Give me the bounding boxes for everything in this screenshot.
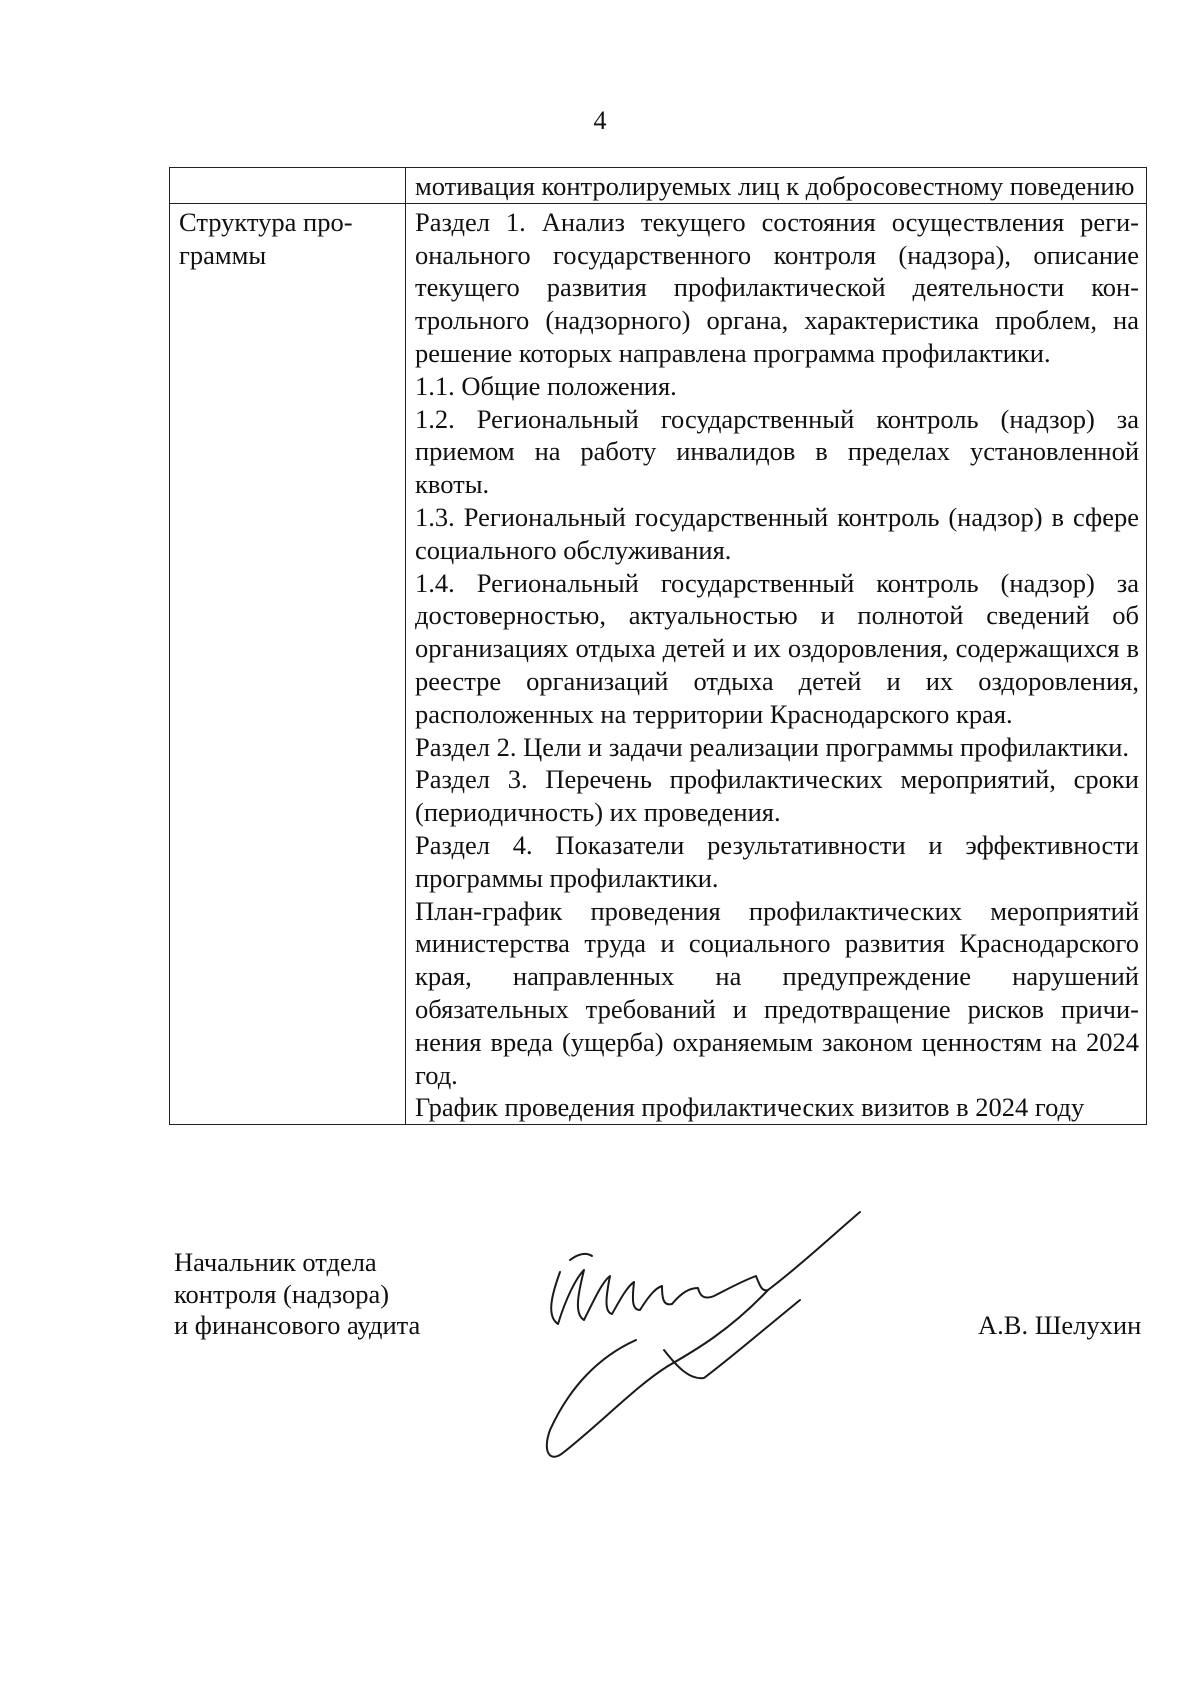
content-paragraph: 1.3. Региональный государственный контроль (надзор) в сфере социального обслуживания. [415,501,1139,565]
program-structure-table [169,167,1147,1125]
row-label: Структура программы [179,206,353,270]
content-paragraph: 1.1. Общие положения. [415,370,677,401]
signatory-position [174,1247,420,1342]
content-paragraph: Раздел 4. Показатели результативности и эффективности программы профилактики. [415,829,1139,893]
content-paragraph: График проведения профилактических визитов в 2024 году [415,1092,1085,1123]
content-paragraph: мотивация контролируемых лиц к добросовестному поведению [415,171,1135,201]
content-paragraph: Раздел 3. Перечень профилактических мероприятий, сроки (периодичность) их проведения. [415,764,1139,828]
table-label-cell [170,168,406,204]
signer-name: А.В. Шелухин [978,1310,1142,1340]
position-line: Начальник отдела [174,1247,377,1277]
content-paragraph: План-график проведения профилактических мероприятий министерства труда и социального развития Краснодарского края, направленных на предупреждение нарушений обязательных требований и предотвращение рисков причинения вреда (ущерба) охраняемым законом ценностям на 2024 год. [415,895,1139,1090]
page-number: 4 [593,106,607,135]
position-line: контроля (надзора) [174,1278,390,1309]
table-row [170,203,1147,1124]
content-paragraph: 1.2. Региональный государственный контроль (надзор) за приемом на работу инвалидов в пределах установленной квоты. [415,403,1139,500]
content-paragraph: 1.4. Региональный государственный контроль (надзор) за достоверностью, актуальностью и полнотой сведений об организациях отдыха детей и их оздоровления, содержащихся в реестре организаций отдыха детей и их оздоровления, расположенных на территории Краснодарского края. [415,567,1139,729]
handwritten-signature [500,1190,940,1490]
table-label-cell [170,203,406,1124]
content-paragraph: Раздел 1. Анализ текущего состояния осуществления регионального государственного контроля (надзора), описание текущего развития профилактической деятельности контрольного (надзорного) органа, характеристика проблем, на решение которых направлена программа профилактики. [415,206,1139,368]
content-paragraph: Раздел 2. Цели и задачи реализации программы профилактики. [415,731,1130,762]
table-content-cell [406,168,1147,204]
table-row [170,168,1147,204]
position-line: и финансового аудита [174,1310,421,1340]
table-content-cell [406,203,1147,1124]
